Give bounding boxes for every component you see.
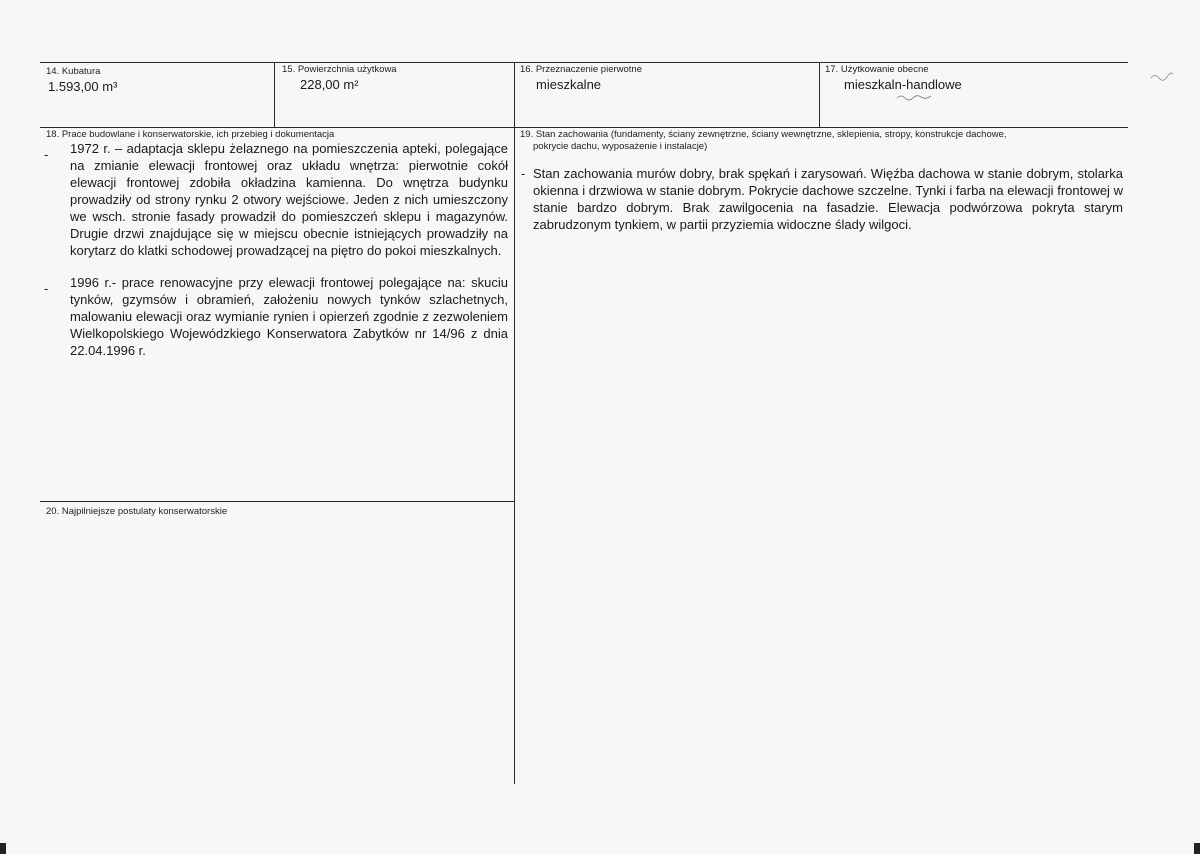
section-19-label-line-1: 19. Stan zachowania (fundamenty, ściany zewnętrzne, ściany wewnętrzne, sklepienia, stropy, konstrukcje dachowe, [520,129,1007,140]
scan-corner-mark-right [1194,843,1200,854]
section-19-text: Stan zachowania murów dobry, brak spękań i zarysowań. Więźba dachowa w stanie dobrym, stolarka okienna i drzwiowa w stanie dobrym. Pokrycie dachowe szczelne. Tynki i farba na elewacji frontowej w stanie bardzo dobrym. Brak zawilgocenia na fasadzie. Elewacja podwórzowa pokryta starym zabrudzonym tynkiem, w partii przyziemia widoczne ślady wilgoci. [533,166,1123,232]
row-divider-line [40,127,1128,128]
section-18-label: 18. Prace budowlane i konserwatorskie, ich przebieg i dokumentacja [46,129,335,140]
col-divider-2 [514,62,515,784]
section-20-label: 20. Najpilniejsze postulaty konserwatorskie [46,506,228,517]
section-18-item-1-marker: - [44,147,49,162]
field-15-value: 228,00 m² [300,77,359,92]
scan-corner-mark-left [0,843,6,854]
field-17-value: mieszkaln-handlowe [844,77,962,92]
handwritten-squiggle-mark [896,93,932,101]
field-14-value: 1.593,00 m³ [48,79,118,94]
section20-top-line [40,501,514,502]
section-18-item-2-marker: - [44,281,49,296]
col-divider-3 [819,62,820,127]
margin-squiggle-mark [1150,72,1174,82]
section-18-item-1-text: 1972 r. – adaptacja sklepu żelaznego na pomieszczenia apteki, polegające na zmianie elewacji frontowej oraz układu wnętrza: pierwotnie cokół elewacji frontowej zdobiła okładzina kamienna. Do wnętrza budynku prowadziły od strony rynku 2 otwory wejściowe. Jeden z nich umieszczony we wsch. stronie fasady prowadził do pomieszczeń sklepu i magazynów. Drugie drzwi znajdujące się w miejscu obecnie istniejących prowadziły na korytarz do klatki schodowej prowadzącej na piętro do pokoi mieszkalnych. [70,141,508,258]
section-19-label-line-2: pokrycie dachu, wyposażenie i instalacje) [533,141,708,152]
field-15-label: 15. Powierzchnia użytkowa [282,64,397,75]
col-divider-1 [274,62,275,127]
field-16-value: mieszkalne [536,77,602,92]
top-border-line [40,62,1128,63]
section-19-marker: - [521,166,526,181]
field-14-label: 14. Kubatura [46,66,101,77]
field-16-label: 16. Przeznaczenie pierwotne [520,64,642,75]
section-18-item-2-text: 1996 r.- prace renowacyjne przy elewacji frontowej polegające na: skuciu tynków, gzymsów i obramień, założeniu nowych tynków szlachetnych, malowaniu elewacji oraz wymianie rynien i opierzeń zgodnie z zezwoleniem Wielkopolskiego Wojewódzkiego Konserwatora Zabytków nr 14/96 z dnia 22.04.1996 r. [70,275,508,358]
field-17-label: 17. Użytkowanie obecne [825,64,929,75]
